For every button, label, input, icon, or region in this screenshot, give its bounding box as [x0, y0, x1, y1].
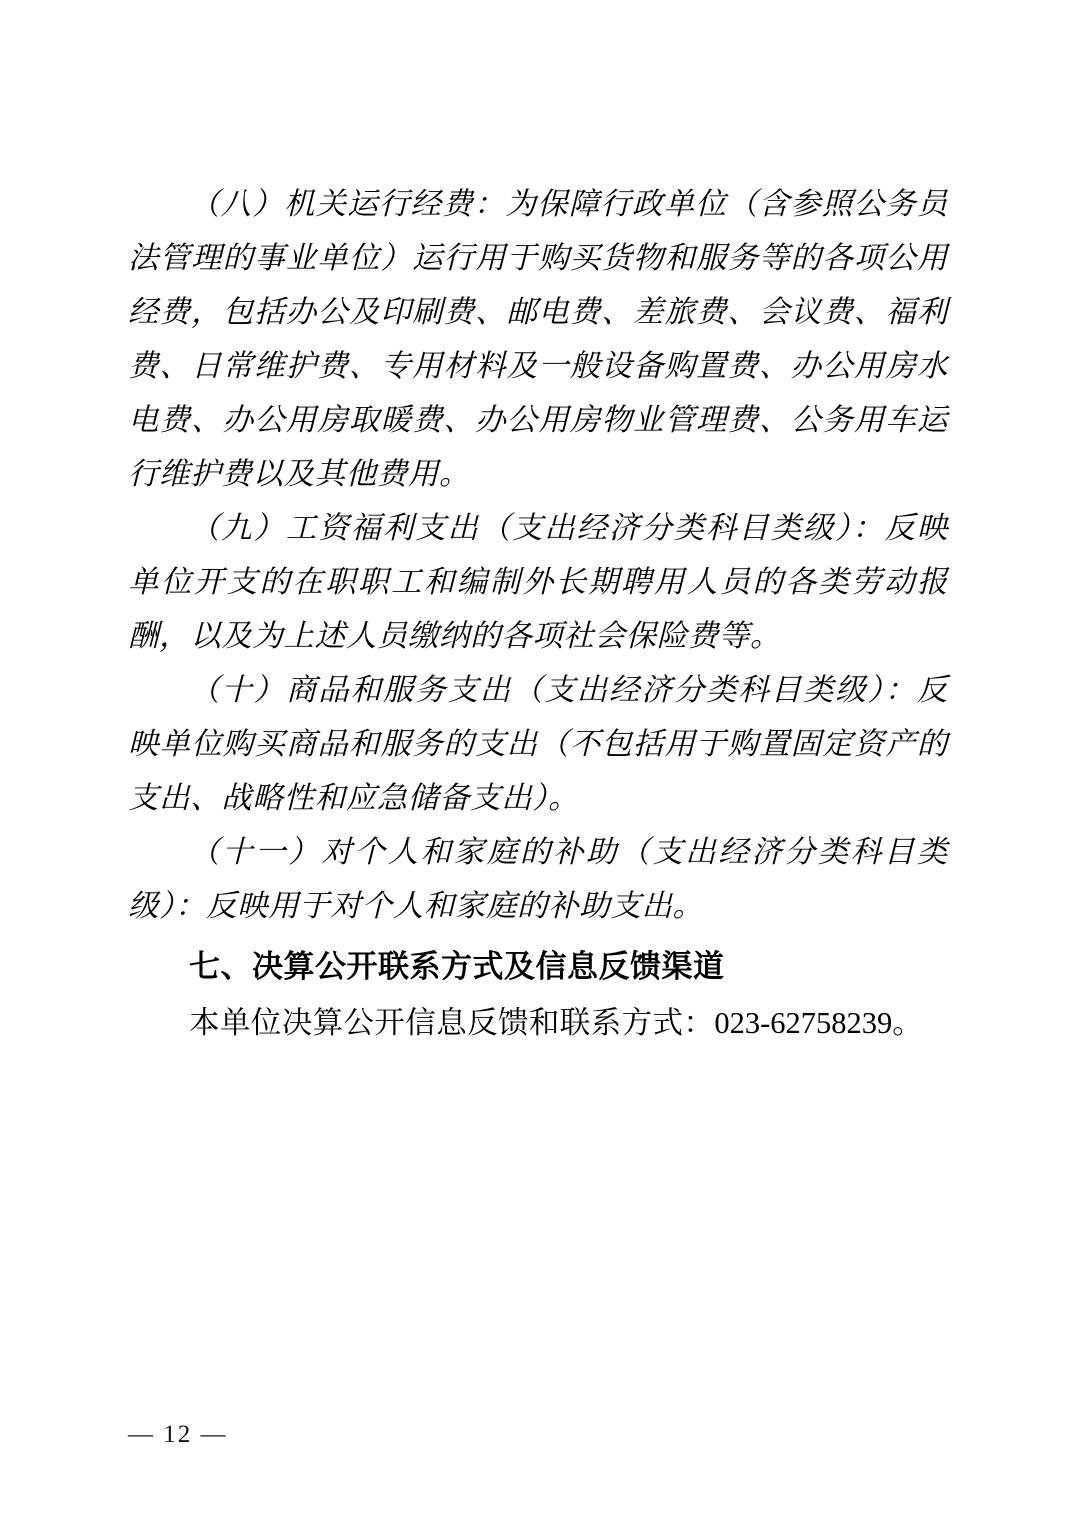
page-footer — [128, 1421, 948, 1449]
contact-suffix-text: 。 — [892, 1006, 924, 1041]
document-body — [128, 178, 948, 1051]
paragraph-item-eight: （八）机关运行经费：为保障行政单位（含参照公务员法管理的事业单位）运行用于购买货物和服务等的各项公用经费，包括办公及印刷费、邮电费、差旅费、会议费、福利费、日常维护费、专用材料及一般设备购置费、办公用房水电费、办公用房取暖费、办公用房物业管理费、公务用车运行维护费以及其他费用。 — [128, 187, 948, 492]
paragraph-item-eleven: （十一）对个人和家庭的补助（支出经济分类科目类级）：反映用于对个人和家庭的补助支出。 — [128, 835, 948, 924]
page-number: — 12 — — [128, 1421, 228, 1448]
paragraph-item-nine: （九）工资福利支出（支出经济分类科目类级）：反映单位开支的在职职工和编制外长期聘用人员的各类劳动报酬，以及为上述人员缴纳的各项社会保险费等。 — [128, 511, 948, 654]
section-heading-contact: 七、决算公开联系方式及信息反馈渠道 — [189, 949, 725, 985]
contact-prefix-text: 本单位决算公开信息反馈和联系方式： — [189, 1006, 715, 1041]
contact-phone-number: 023-62758239 — [714, 1006, 893, 1040]
contact-paragraph — [128, 996, 948, 1051]
paragraph-item-ten: （十）商品和服务支出（支出经济分类科目类级）：反映单位购买商品和服务的支出（不包括用于购置固定资产的支出、战略性和应急储备支出）。 — [128, 673, 948, 816]
